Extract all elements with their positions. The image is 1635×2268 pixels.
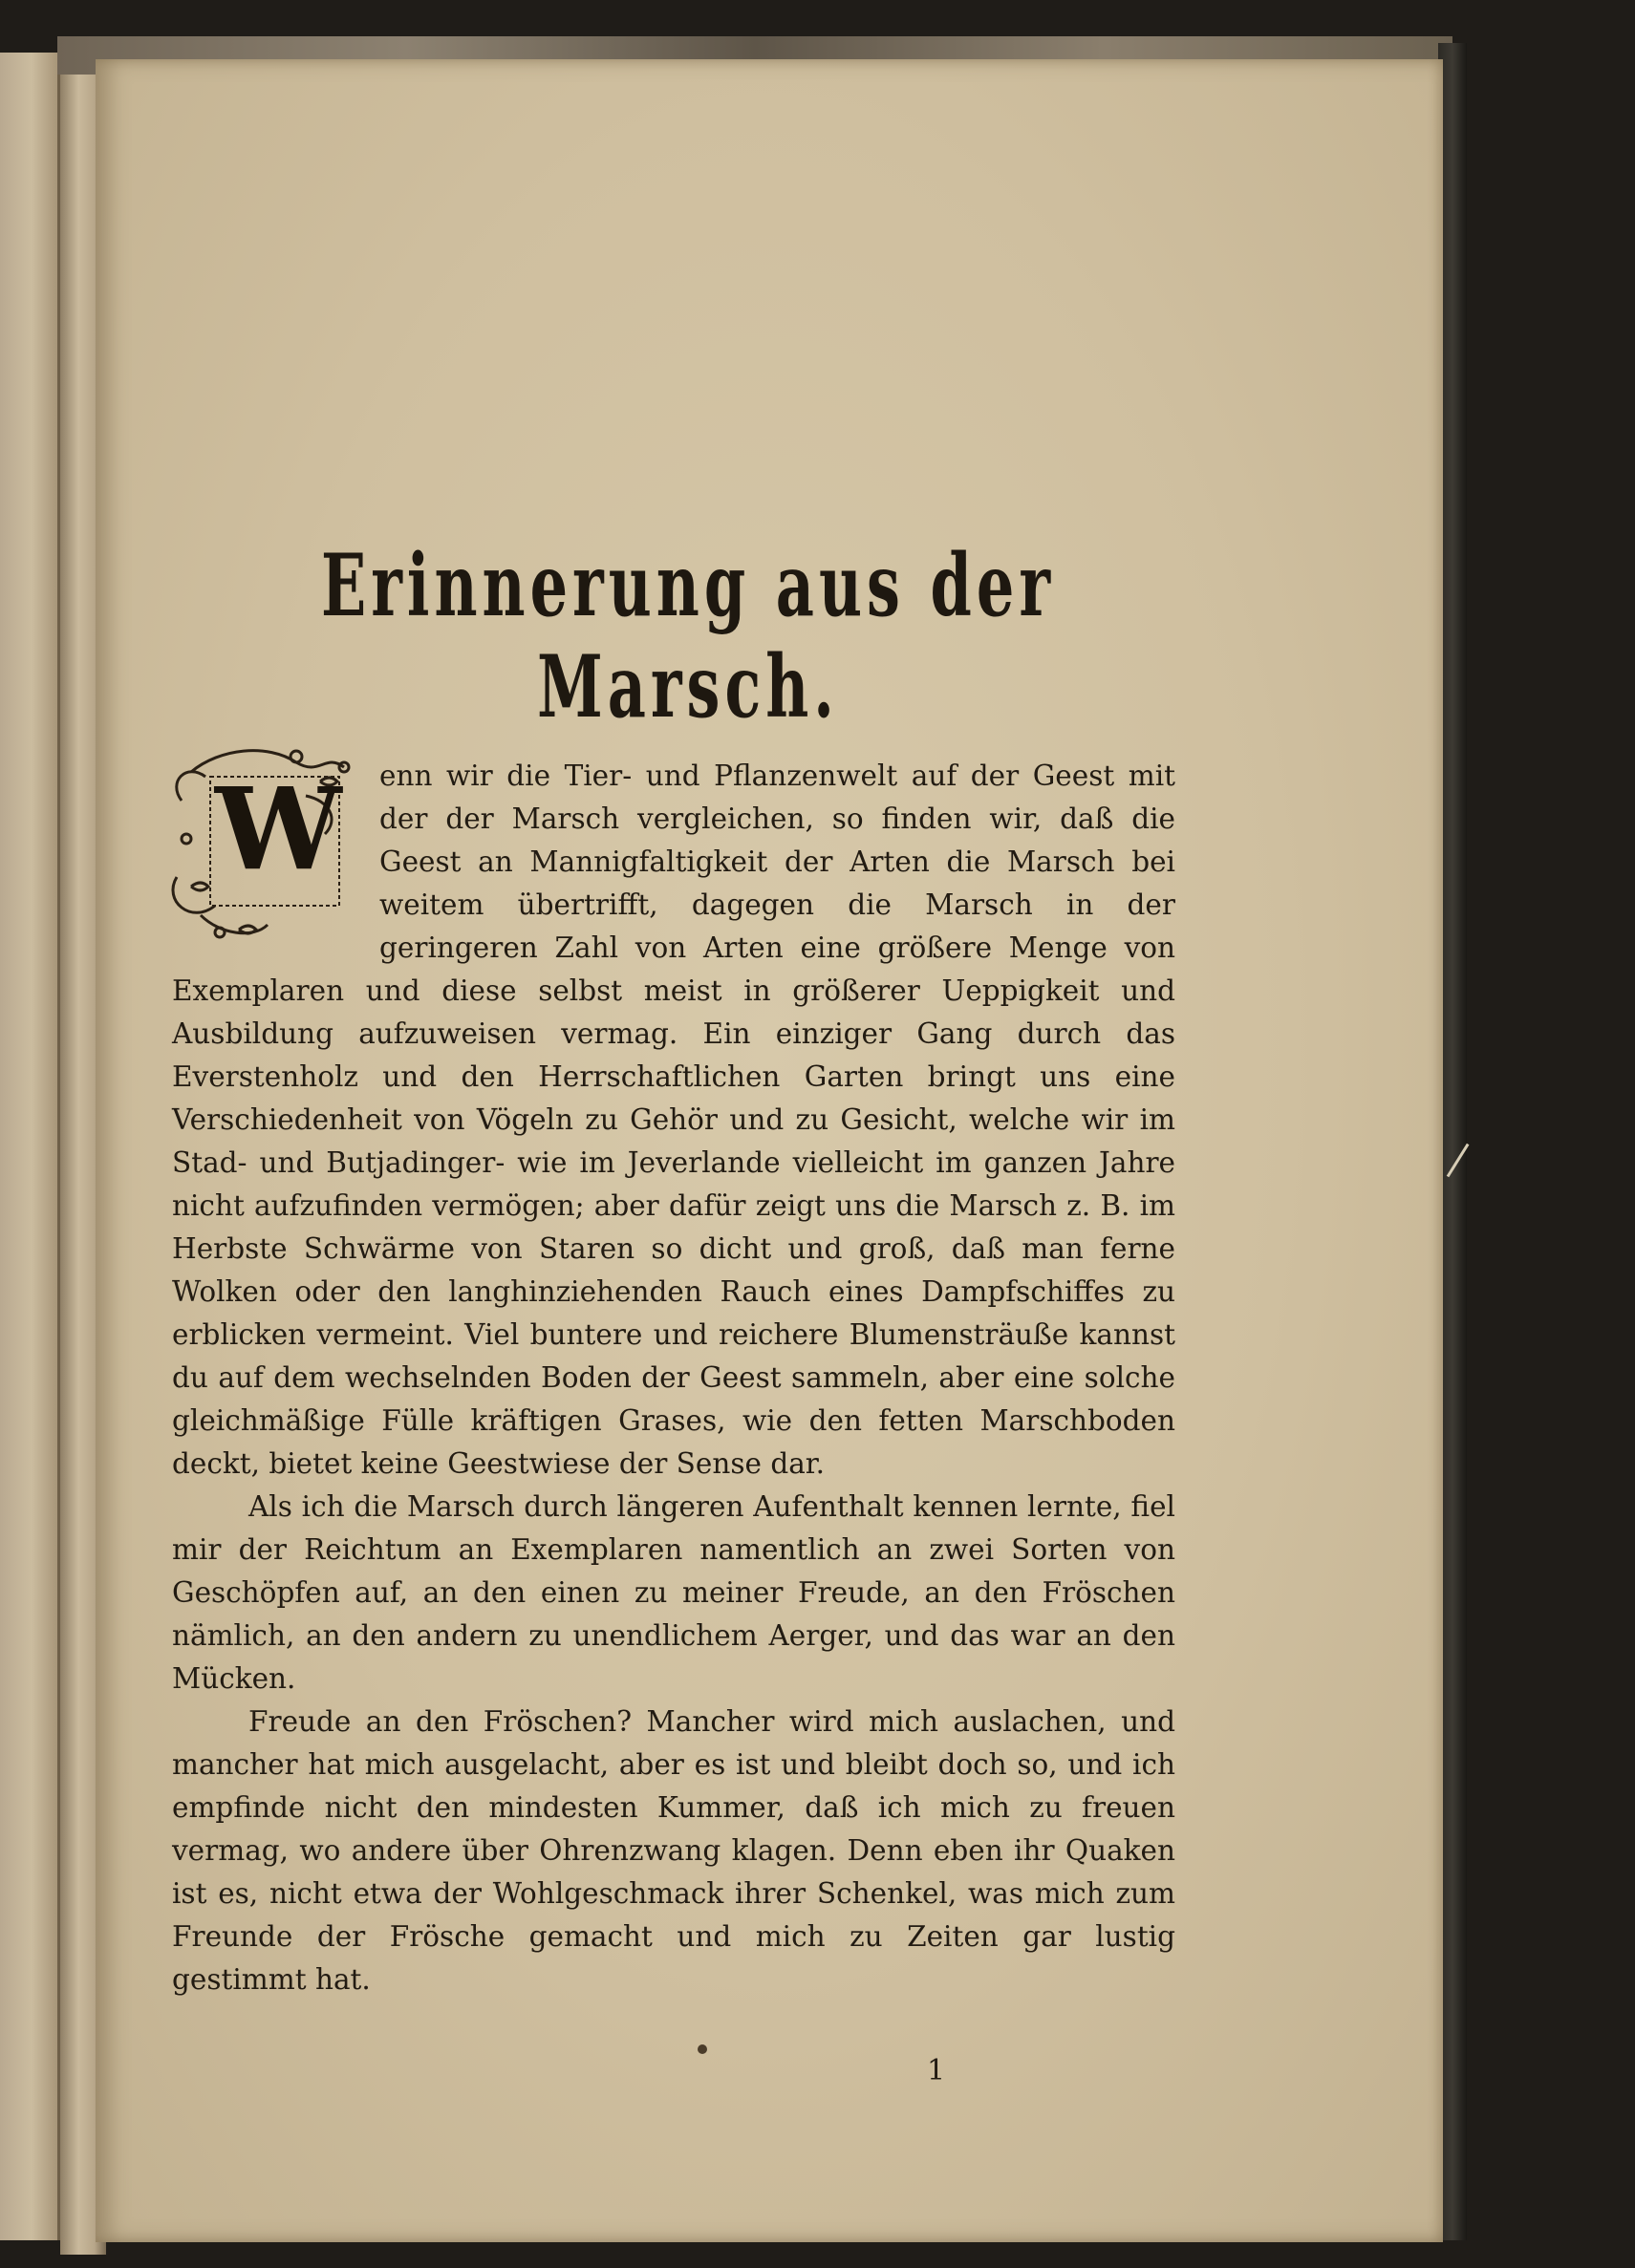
first-paragraph: [172, 755, 1175, 1486]
first-paragraph-text: enn wir die Tier- und Pflanzenwelt auf der Geest mit der der Marsch vergleichen, so finden wir, daß die Geest an Mannigfaltigkeit der Arten die Marsch bei weitem übertrifft, dagegen die Marsch in der geringeren Zahl von Arten eine größere Menge von Exemplaren und diese selbst meist in größerer Ueppigkeit und Ausbildung aufzuweisen vermag. Ein einziger Gang durch das Everstenholz und den Herrschaftlichen Garten bringt uns eine Verschiedenheit von Vögeln zu Gehör und zu Gesicht, welche wir im Stad- und Butjadinger- wie im Jeverlande vielleicht im ganzen Jahre nicht aufzufinden vermögen; aber dafür zeigt uns die Marsch z. B. im Herbste Schwärme von Staren so dicht und groß, daß man ferne Wolken oder den langhinziehenden Rauch eines Dampfschiffes zu erblicken vermeint. Viel buntere und reichere Blumensträuße kannst du auf dem wechselnden Boden der Geest sammeln, aber eine solche gleichmäßige Fülle kräftigen Grases, wie den fetten Marschboden deckt, bietet keine Geestwiese der Sense dar.: [172, 760, 1175, 1480]
chapter-title: Erinnerung aus der Marsch.: [320, 535, 1056, 738]
paragraph: Als ich die Marsch durch längeren Aufenthalt kennen lernte, fiel mir der Reichtum an Exemplaren namentlich an zwei Sorten von Geschöpfen auf, an den einen zu meiner Freude, an den Fröschen nämlich, an den andern zu unendlichem Aerger, und das war an den Mücken.: [172, 1490, 1175, 1695]
body-text: [172, 755, 1175, 2001]
paragraph: Freude an den Fröschen? Mancher wird mich auslachen, und mancher hat mich ausgelacht, aber es ist und bleibt doch so, und ich empfinde nicht den mindesten Kummer, daß ich mich zu freuen vermag, wo andere über Ohrenzwang klagen. Denn eben ihr Quaken ist es, nicht etwa der Wohlgeschmack ihrer Schenkel, was mich zum Freunde der Frösche gemacht und mich zu Zeiten gar lustig gestimmt hat.: [172, 1705, 1175, 1996]
drop-cap-letter: W: [215, 762, 342, 895]
page-number: 1: [927, 2054, 946, 2087]
ink-smudge: [698, 2044, 707, 2054]
ornamental-initial: [162, 743, 358, 949]
left-page-edge: [0, 53, 60, 2240]
